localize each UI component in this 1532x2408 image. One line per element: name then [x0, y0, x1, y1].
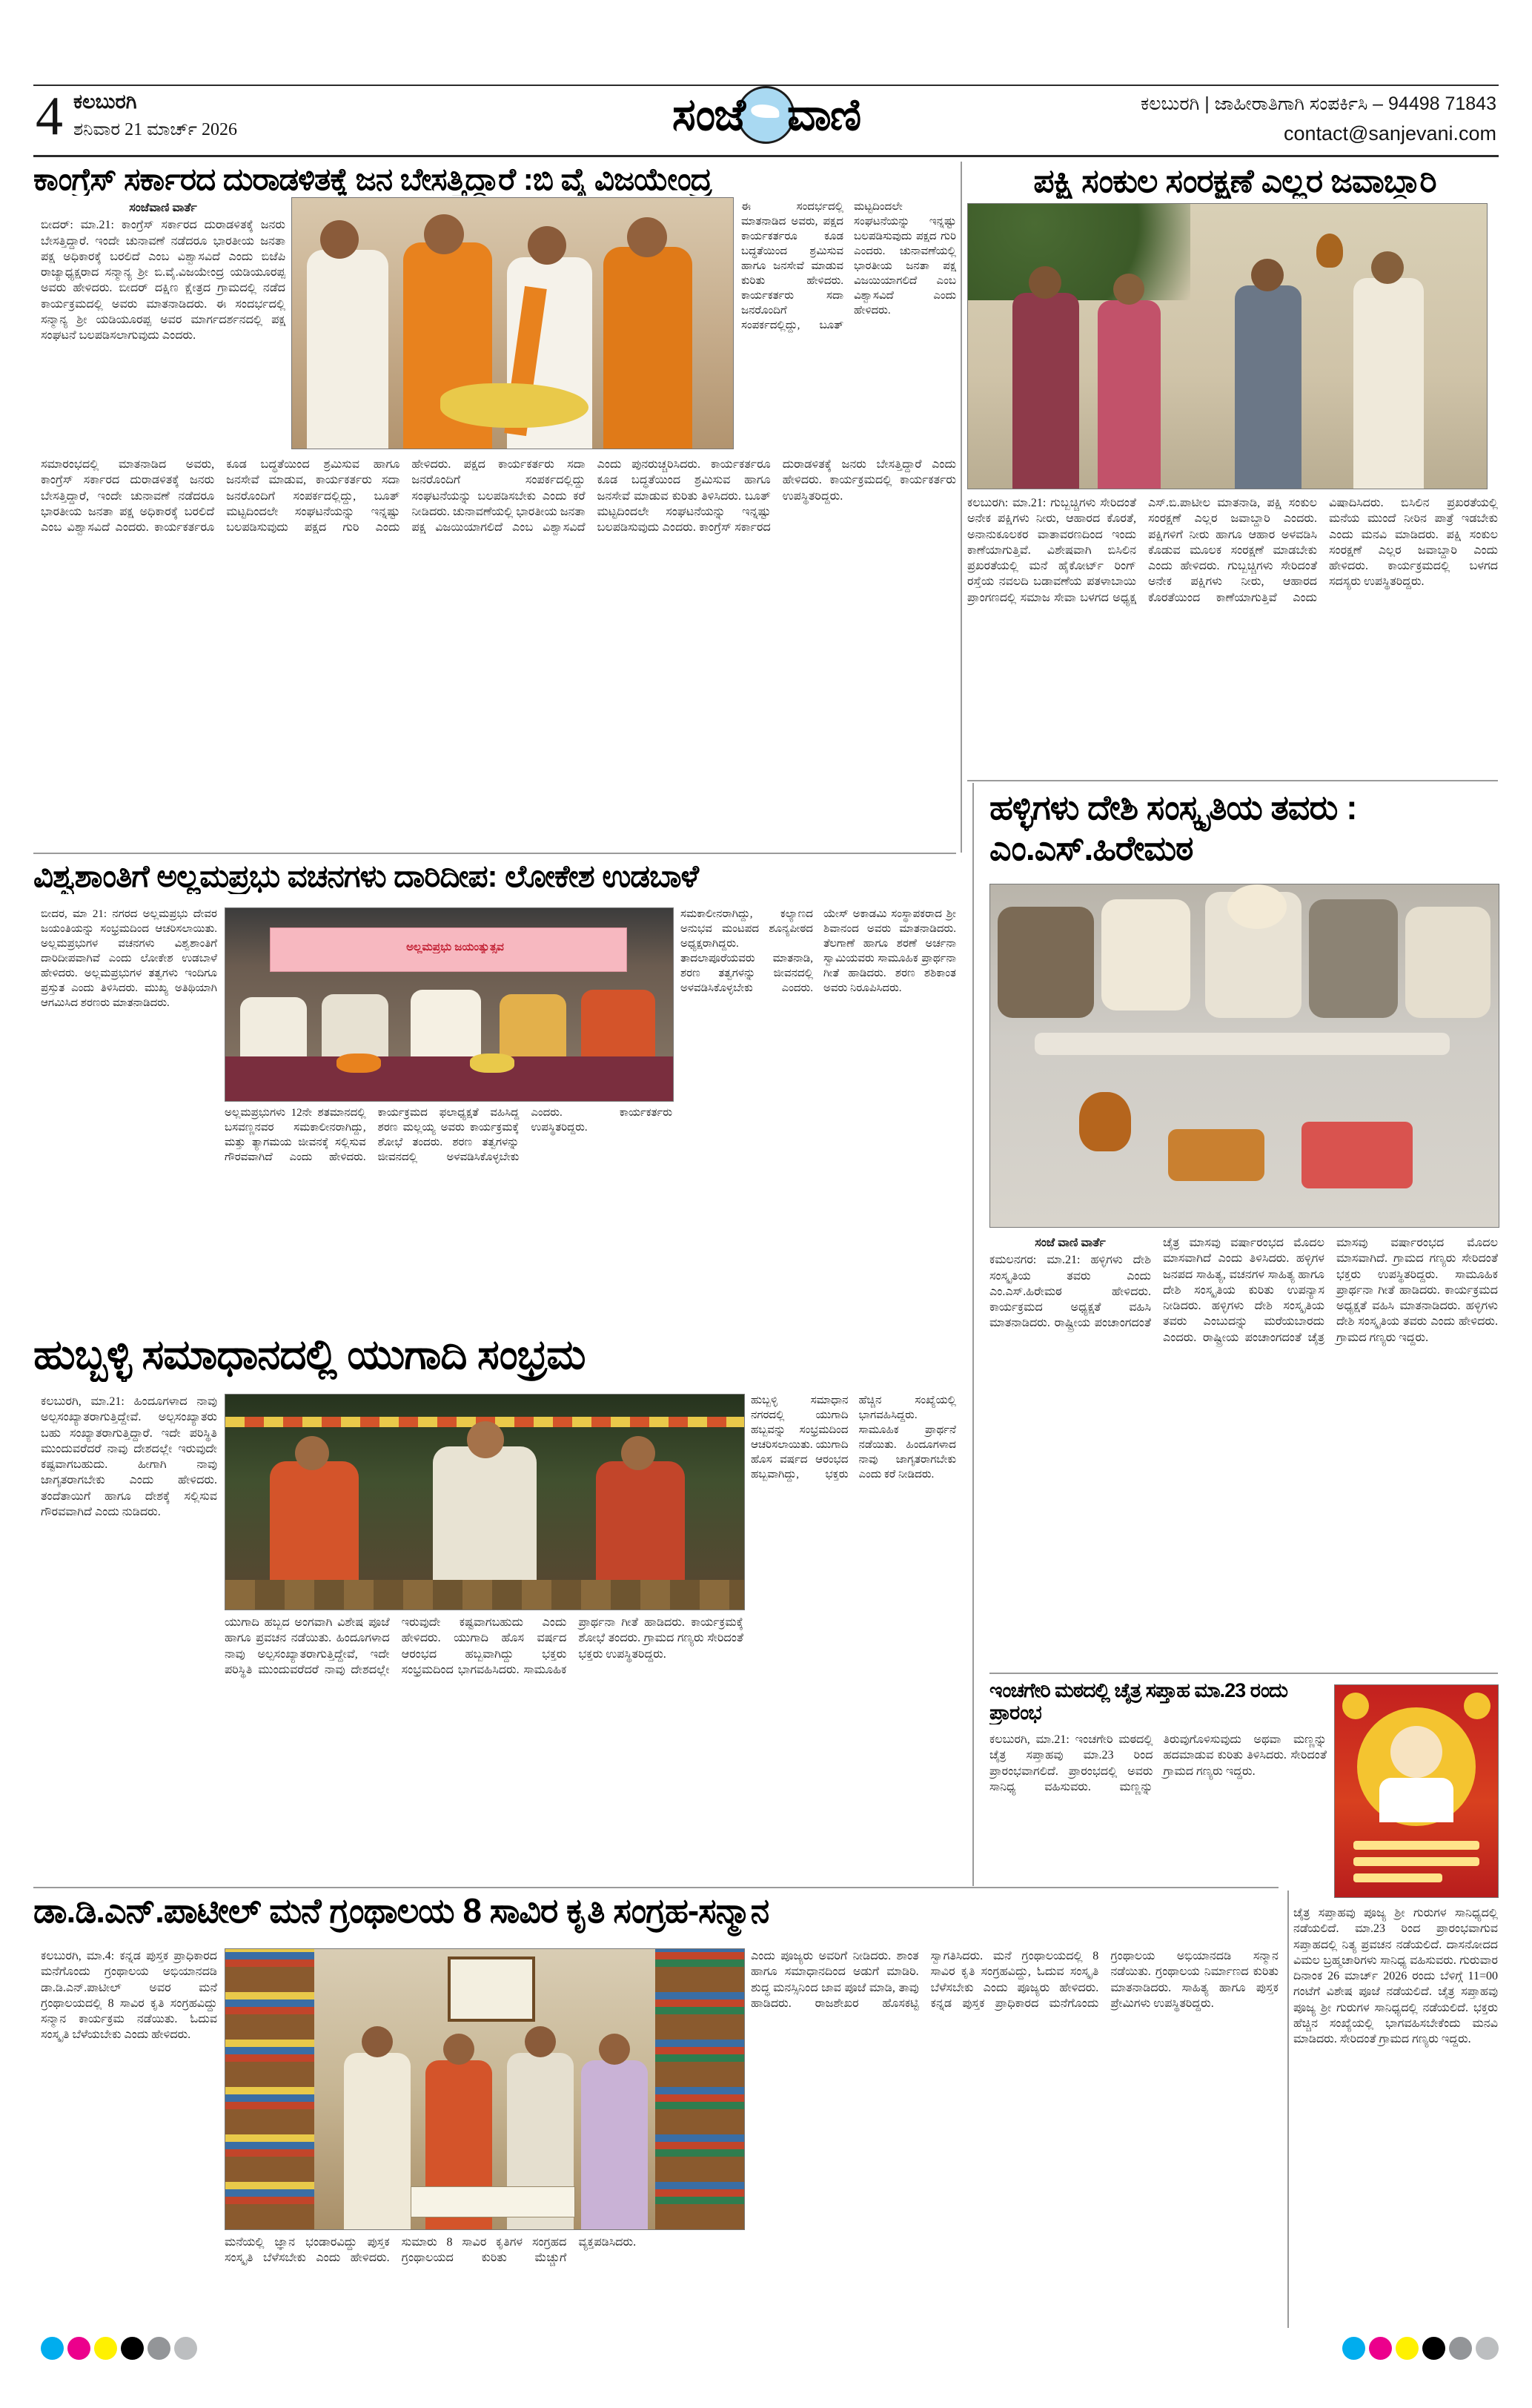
article-library-col-left: ಕಲಬುರಗಿ, ಮಾ.4: ಕನ್ನಡ ಪುಸ್ತಕ ಪ್ರಾಧಿಕಾರದ ಮನೆಗೊಂದು ಗ್ರಂಥಾಲಯ ಅಭಿಯಾನದಡಿ ಡಾ.ಡಿ.ಎನ್.ಪಾಟೀಲ್ ಅವರ ಮನೆ ಗ್ರಂಥಾಲಯದಲ್ಲಿ 8 ಸಾವಿರ ಕೃತಿ ಸಂಗ್ರಹವಿದ್ದು ಸನ್ಮಾನ ಕಾರ್ಯಕ್ರಮ ನಡೆಯಿತು. ಓದುವ ಸಂಸ್ಕೃತಿ ಬೆಳೆಯಬೇಕು ಎಂದು ಹೇಳಿದರು.	[41, 1950, 217, 2042]
photo-face	[1251, 259, 1284, 291]
article-library-below: ಮನೆಯಲ್ಲಿ ಜ್ಞಾನ ಭಂಡಾರವಿದ್ದು ಪುಸ್ತಕ ಸಂಸ್ಕೃತಿ ಬೆಳೆಸಬೇಕು ಎಂದು ಹೇಳಿದರು. ಸುಮಾರು 8 ಸಾವಿರ ಕೃತಿಗಳ ಸಂಗ್ರಹದ ಗ್ರಂಥಾಲಯದ ಕುರಿತು ಮೆಚ್ಚುಗೆ ವ್ಯಕ್ತಪಡಿಸಿದರು.	[225, 2236, 637, 2265]
article-yugadi-col-right: ಹುಬ್ಬಳ್ಳಿ ಸಮಾಧಾನ ನಗರದಲ್ಲಿ ಯುಗಾದಿ ಹಬ್ಬವನ್ನು ಸಂಭ್ರಮದಿಂದ ಆಚರಿಸಲಾಯಿತು. ಯುಗಾದಿ ಹೊಸ ವರ್ಷದ ಆರಂಭದ ಹಬ್ಬವಾಗಿದ್ದು, ಭಕ್ತರು ಹೆಚ್ಚಿನ ಸಂಖ್ಯೆಯಲ್ಲಿ ಭಾಗವಹಿಸಿದ್ದರು. ಸಾಮೂಹಿಕ ಪ್ರಾರ್ಥನೆ ನಡೆಯಿತು. ಹಿಂದೂಗಳಾದ ನಾವು ಜಾಗೃತರಾಗಬೇಕು ಎಂದು ಕರೆ ನೀಡಿದರು.	[751, 1395, 956, 1481]
header-bottom-rule	[33, 155, 1499, 157]
photo-garland	[336, 1054, 381, 1073]
headline-birds: ಪಕ್ಷಿ ಸಂಕುಲ ಸಂರಕ್ಷಣೆ ಎಲ್ಲರ ಜವಾಬ್ದಾರಿ	[1033, 165, 1436, 199]
photo-face	[424, 214, 464, 254]
poster-text-line	[1353, 1857, 1479, 1866]
byline-culture: ಸಂಜೆ ವಾಣಿ ವಾರ್ತೆ	[1035, 1237, 1106, 1249]
photo-figure	[1309, 899, 1398, 1018]
headline-chaitra: ಇಂಚಗೇರಿ ಮಠದಲ್ಲಿ ಚೈತ್ರ ಸಪ್ತಾಹ ಮಾ.23 ರಂದು ಪ್ರಾರಂಭ	[989, 1680, 1287, 1724]
photo-bookshelf	[655, 1949, 744, 2229]
registration-dot	[1422, 2337, 1445, 2360]
headline-yugadi: ಹುಬ್ಬಳ್ಳಿ ಸಮಾಧಾನದಲ್ಲಿ ಯುಗಾದಿ ಸಂಭ್ರಮ	[33, 1333, 586, 1377]
photo-puja-items	[1168, 1129, 1264, 1181]
photo-figure	[1012, 293, 1079, 489]
masthead-bird-icon	[737, 86, 795, 144]
photo-seer-figure	[433, 1446, 537, 1580]
article-culture-body-text: ಕಮಲನಗರ: ಮಾ.21: ಹಳ್ಳಿಗಳು ದೇಶಿ ಸಂಸ್ಕೃತಿಯ ತವರು ಎಂದು ಎಂ.ಎಸ್.ಹಿರೇಮಠ ಹೇಳಿದರು. ಕಾರ್ಯಕ್ರಮದ ಅಧ್ಯಕ್ಷತೆ ವಹಿಸಿ ಮಾತನಾಡಿದರು. ರಾಷ್ಟ್ರೀಯ ಪಂಚಾಂಗದಂತೆ ಚೈತ್ರ ಮಾಸವು ವರ್ಷಾರಂಭದ ಮೊದಲ ಮಾಸವಾಗಿದೆ ಎಂದು ತಿಳಿಸಿದರು. ಹಳ್ಳಿಗಳ ಜನಪದ ಸಾಹಿತ್ಯ, ವಚನಗಳ ಸಾಹಿತ್ಯ ಹಾಗೂ ದೇಶಿ ಸಂಸ್ಕೃತಿಯ ಕುರಿತು ಉಪನ್ಯಾಸ ನೀಡಿದರು. ಹಳ್ಳಿಗಳು ದೇಶಿ ಸಂಸ್ಕೃತಿಯ ತವರು ಎಂಬುದನ್ನು ಮರೆಯಬಾರದು ಎಂದರು. ರಾಷ್ಟ್ರೀಯ ಪಂಚಾಂಗದಂತೆ ಚೈತ್ರ ಮಾಸವು ವರ್ಷಾರಂಭದ ಮೊದಲ ಮಾಸವಾಗಿದೆ. ಗ್ರಾಮದ ಗಣ್ಯರು ಸೇರಿದಂತೆ ಭಕ್ತರು ಉಪಸ್ಥಿತರಿದ್ದರು. ಸಾಮೂಹಿಕ ಪ್ರಾರ್ಥನಾ ಗೀತೆ ಹಾಡಿದರು. ಕಾರ್ಯಕ್ರಮದ ಅಧ್ಯಕ್ಷತೆ ವಹಿಸಿ ಮಾತನಾಡಿದರು. ಹಳ್ಳಿಗಳು ದೇಶಿ ಸಂಸ್ಕೃತಿಯ ತವರು ಎಂದು ಹೇಳಿದರು. ಗ್ರಾಮದ ಗಣ್ಯರು ಇದ್ದರು.	[989, 1237, 1498, 1344]
photo-water-pot	[1316, 234, 1343, 268]
photo-bookshelf	[225, 1949, 314, 2229]
section-divider	[33, 853, 956, 854]
photo-foliage	[968, 204, 1190, 300]
section-divider	[967, 780, 1498, 781]
photo-face	[627, 217, 667, 257]
photo-garland	[470, 1054, 514, 1073]
photo-face	[525, 2026, 556, 2057]
photo-face	[443, 2034, 474, 2065]
photo-panchanga-books	[1301, 1122, 1413, 1188]
ad-contact-line	[1141, 93, 1496, 115]
column-divider	[961, 162, 962, 853]
headline-bjp: ಕಾಂಗ್ರೆಸ್ ಸರ್ಕಾರದ ದುರಾಡಳಿತಕ್ಕೆ ಜನ ಬೇಸತ್ತಿದ್ದಾರೆ :ಬಿ ವೈ ವಿಜಯೇಂದ್ರ	[33, 163, 712, 196]
photo-floor-cloth	[1035, 1033, 1450, 1055]
header-right-block	[1141, 93, 1496, 145]
photo-stage-railing	[225, 1580, 744, 1610]
section-divider	[989, 1673, 1498, 1674]
column-divider	[1287, 1891, 1289, 2328]
registration-dot	[1476, 2337, 1499, 2360]
photo-sadhu-figure	[270, 1461, 359, 1580]
poster-corner-deity	[1464, 1693, 1490, 1719]
registration-dots-left	[41, 2337, 197, 2360]
article-allama-col-right: ಸಮಕಾಲೀನರಾಗಿದ್ದು, ಕಲ್ಯಾಣದ ಅನುಭವ ಮಂಟಪದ ಶೂನ್ಯಪೀಠದ ಅಧ್ಯಕ್ಷರಾಗಿದ್ದರು. ತಾದಲಾಪೂರೆಯವರು ಮಾತನಾಡಿ, ಶರಣ ತತ್ವಗಳನ್ನು ಜೀವನದಲ್ಲಿ ಅಳವಡಿಸಿಕೊಳ್ಳಬೇಕು ಎಂದರು. ಯೇಸ್ ಅಕಾಡಮಿ ಸಂಸ್ಥಾಪಕರಾದ ಶ್ರೀ ಶಿವಾನಂದ ಅವರು ಮಾತನಾಡಿದರು. ತೆಲಗಾಣೆ ಹಾಗೂ ಶರಣೆ ಅರ್ಚನಾ ಸ್ವಾಮಿಯವರು ಸಾಮೂಹಿಕ ಪ್ರಾರ್ಥನಾ ಗೀತೆ ಹಾಡಿದರು. ಶರಣ ಶಶಿಕಾಂತ ಅವರು ನಿರೂಪಿಸಿದರು.	[680, 908, 956, 994]
registration-dot	[121, 2337, 144, 2360]
photo-garlanded-portrait	[448, 1956, 535, 2022]
photo-figure	[581, 2060, 648, 2229]
photo-face	[467, 1421, 504, 1458]
article-allama-col-left: ಬೀದರ, ಮಾ 21: ನಗರದ ಅಲ್ಲಮಪ್ರಭು ದೇವರ ಜಯಂತಿಯನ್ನು ಸಂಭ್ರಮದಿಂದ ಆಚರಿಸಲಾಯಿತು. ಅಲ್ಲಮಪ್ರಭುಗಳ ವಚನಗಳು ವಿಶ್ವಶಾಂತಿಗೆ ದಾರಿದೀಪವಾಗಿವೆ ಎಂದು ಲೋಕೇಶ ಉಡಬಾಳೆ ಹೇಳಿದರು. ಅಲ್ಲಮಪ್ರಭುಗಳ ತತ್ವಗಳು ಇಂದಿಗೂ ಪ್ರಸ್ತುತ ಎಂದು ತಿಳಿಸಿದರು. ಮುಖ್ಯ ಅತಿಥಿಯಾಗಿ ಆಗಮಿಸಿದ ಶರಣರು ಮಾತನಾಡಿದರು.	[41, 908, 217, 1009]
masthead-left-text: ಸಂಜೆ	[672, 90, 744, 139]
photo-face	[1029, 266, 1061, 299]
poster-text-line	[1353, 1873, 1442, 1882]
photo-face	[621, 1436, 655, 1470]
photo-banner-text: ಅಲ್ಲಮಪ್ರಭು ಜಯಂತ್ಯುತ್ಸವ	[406, 941, 504, 953]
registration-dot	[1369, 2337, 1392, 2360]
headline-culture: ಹಳ್ಳಿಗಳು ದೇಶಿ ಸಂಸ್ಕೃತಿಯ ತವರು : ಎಂ.ಎಸ್.ಹಿರೇಮಠ	[989, 788, 1357, 868]
photo-figure	[307, 250, 388, 449]
photo-face	[528, 226, 566, 265]
article-bjp-col-left	[41, 200, 285, 449]
article-yugadi-below: ಯುಗಾದಿ ಹಬ್ಬದ ಅಂಗವಾಗಿ ವಿಶೇಷ ಪೂಜೆ ಹಾಗೂ ಪ್ರವಚನ ನಡೆಯಿತು. ಹಿಂದೂಗಳಾದ ನಾವು ಅಲ್ಪಸಂಖ್ಯಾತರಾಗುತ್ತಿದ್ದೇವೆ, ಇದೇ ಪರಿಸ್ಥಿತಿ ಮುಂದುವರೆದರೆ ನಾವು ದೇಶದಲ್ಲೇ ಇರುವುದೇ ಕಷ್ಟವಾಗಬಹುದು ಎಂದು ಹೇಳಿದರು. ಯುಗಾದಿ ಹೊಸ ವರ್ಷದ ಆರಂಭದ ಹಬ್ಬವಾಗಿದ್ದು ಭಕ್ತರು ಸಂಭ್ರಮದಿಂದ ಭಾಗವಹಿಸಿದರು. ಸಾಮೂಹಿಕ ಪ್ರಾರ್ಥನಾ ಗೀತೆ ಹಾಡಿದರು. ಕಾರ್ಯಕ್ರಮಕ್ಕೆ ಶೋಭೆ ತಂದರು. ಗ್ರಾಮದ ಗಣ್ಯರು ಸೇರಿದಂತೆ ಭಕ್ತರು ಉಪಸ್ಥಿತರಿದ್ದರು.	[225, 1616, 743, 1676]
registration-dot	[1449, 2337, 1472, 2360]
contact-city: ಕಲಬುರಗಿ	[1141, 93, 1200, 114]
article-culture-body	[989, 1235, 1498, 1668]
photo-face	[362, 2026, 393, 2057]
ad-contact-text: | ಜಾಹೀರಾತಿಗಾಗಿ ಸಂಪರ್ಕಿಸಿ – 94498 71843	[1204, 93, 1496, 114]
edition-block	[73, 90, 237, 140]
page-number: 4	[36, 86, 63, 147]
photo-library-event	[225, 1948, 745, 2230]
photo-figure	[1405, 907, 1490, 1018]
photo-figure	[998, 907, 1094, 1018]
edition-date: ಶನಿವಾರ 21 ಮಾರ್ಚ್ 2026	[73, 120, 237, 139]
photo-face	[599, 2034, 630, 2065]
registration-dot	[94, 2337, 117, 2360]
registration-dots-right	[1342, 2337, 1499, 2360]
photo-face	[1371, 251, 1404, 284]
photo-face	[1113, 274, 1144, 305]
article-bjp-col-left-text: ಬೀದರ್: ಮಾ.21: ಕಾಂಗ್ರೆಸ್ ಸರ್ಕಾರದ ದುರಾಡಳಿತಕ್ಕೆ ಜನರು ಬೇಸತ್ತಿದ್ದಾರೆ. ಇಂದೇ ಚುನಾವಣೆ ನಡೆದರೂ ಭಾರತೀಯ ಜನತಾ ಪಕ್ಷ ಅಧಿಕಾರಕ್ಕೆ ಬರಲಿದೆ ಎಂಬ ವಿಶ್ವಾಸವಿದೆ ಎಂದು ಬಿಜೆಪಿ ರಾಜ್ಯಾಧ್ಯಕ್ಷರಾದ ಸನ್ಮಾನ್ಯ ಶ್ರೀ ಬಿ.ವೈ.ವಿಜಯೇಂದ್ರ ಯಡಿಯೂರಪ್ಪ ಅವರು ಹೇಳಿದರು. ಬೀದರ್ ದಕ್ಷಿಣ ಕ್ಷೇತ್ರದ ಗ್ರಾಮದಲ್ಲಿ ನಡೆದ ಕಾರ್ಯಕ್ರಮದಲ್ಲಿ ಅವರು ಮಾತನಾಡಿದರು. ಈ ಸಂದರ್ಭದಲ್ಲಿ ಸನ್ಮಾನ್ಯ ಶ್ರೀ ಯಡಿಯೂರಪ್ಪ ಅವರ ಮಾರ್ಗದರ್ಶನದಲ್ಲಿ ಪಕ್ಷ ಸಂಘಟನೆ ಬಲಪಡಿಸಲಾಗುವುದು ಎಂದರು.	[41, 219, 285, 343]
poster-text-line	[1353, 1841, 1479, 1850]
poster-guru-face	[1390, 1726, 1442, 1778]
article-allama-below: ಅಲ್ಲಮಪ್ರಭುಗಳು 12ನೇ ಶತಮಾನದಲ್ಲಿ ಬಸವಣ್ಣನವರ ಸಮಕಾಲೀನರಾಗಿದ್ದು, ಮತ್ತು ತ್ಯಾಗಮಯ ಜೀವನಕ್ಕೆ ಸಲ್ಲಿಸುವ ಗೌರವವಾಗಿದೆ ಎಂದು ಹೇಳಿದರು. ಕಾರ್ಯಕ್ರಮದ ಫಲಾಧ್ಯಕ್ಷತೆ ವಹಿಸಿದ್ದ ಶರಣ ಮಲ್ಲಯ್ಯ ಅವರು ಕಾರ್ಯಕ್ರಮಕ್ಕೆ ಶೋಭೆ ತಂದರು. ಶರಣ ತತ್ವಗಳನ್ನು ಜೀವನದಲ್ಲಿ ಅಳವಡಿಸಿಕೊಳ್ಳಬೇಕು ಎಂದರು. ಕಾರ್ಯಕರ್ತರು ಉಪಸ್ಥಿತರಿದ್ದರು.	[225, 1107, 672, 1163]
photo-figure	[1101, 899, 1190, 1010]
photo-figure	[1098, 300, 1161, 489]
headline-allama: ವಿಶ್ವಶಾಂತಿಗೆ ಅಲ್ಲಮಪ್ರಭು ವಚನಗಳು ದಾರಿದೀಪ: ಲೋಕೇಶ ಉಡಬಾಳೆ	[33, 860, 699, 893]
registration-dot	[147, 2337, 170, 2360]
registration-dot	[41, 2337, 64, 2360]
photo-figure	[1353, 278, 1424, 489]
photo-birds-event	[967, 203, 1488, 489]
header-left-block	[36, 86, 237, 147]
photo-face	[320, 220, 359, 259]
photo-figure	[344, 2053, 411, 2229]
photo-citation-scroll	[411, 2186, 575, 2217]
registration-dot	[1396, 2337, 1419, 2360]
photo-face	[295, 1436, 329, 1470]
article-chaitra-body2: ಚೈತ್ರ ಸಪ್ತಾಹವು ಪೂಜ್ಯ ಶ್ರೀ ಗುರುಗಳ ಸಾನಿಧ್ಯದಲ್ಲಿ ನಡೆಯಲಿದೆ. ಮಾ.23 ರಿಂದ ಪ್ರಾರಂಭವಾಗುವ ಸಪ್ತಾಹದಲ್ಲಿ ನಿತ್ಯ ಪ್ರವಚನ ನಡೆಯಲಿದೆ. ದಾಸನೋದದ ವಿಮಲ ಬ್ರಹ್ಮಚಾರಿಗಳು ಸಾನಿಧ್ಯ ವಹಿಸುವರು. ಗುರುವಾರ ದಿನಾಂಕ 26 ಮಾರ್ಚ್ 2026 ರಂದು ಬೆಳಿಗ್ಗೆ 11=00 ಗಂಟೆಗೆ ವಿಶೇಷ ಪೂಜೆ ನಡೆಯಲಿದೆ. ಚೈತ್ರ ಸಪ್ತಾಹವು ಪೂಜ್ಯ ಶ್ರೀ ಗುರುಗಳ ಸಾನಿಧ್ಯದಲ್ಲಿ ನಡೆಯಲಿದೆ. ಭಕ್ತರು ಹೆಚ್ಚಿನ ಸಂಖ್ಯೆಯಲ್ಲಿ ಭಾಗವಹಿಸಬೇಕೆಂದು ಮನವಿ ಮಾಡಿದರು. ಸೇರಿದಂತೆ ಗ್ರಾಮದ ಗಣ್ಯರು ಇದ್ದರು.	[1293, 1907, 1498, 2046]
article-bjp-col-right: ಈ ಸಂದರ್ಭದಲ್ಲಿ ಮಾತನಾಡಿದ ಅವರು, ಪಕ್ಷದ ಕಾರ್ಯಕರ್ತರೂ ಕೂಡ ಬದ್ಧತೆಯಿಂದ ಶ್ರಮಿಸುವ ಹಾಗೂ ಜನಸೇವೆ ಮಾಡುವ ಕುರಿತು ಹೇಳಿದರು. ಕಾರ್ಯಕರ್ತರು ಸದಾ ಜನರೊಂದಿಗೆ ಸಂಪರ್ಕದಲ್ಲಿದ್ದು, ಬೂತ್ ಮಟ್ಟದಿಂದಲೇ ಸಂಘಟನೆಯನ್ನು ಇನ್ನಷ್ಟು ಬಲಪಡಿಸುವುದು ಪಕ್ಷದ ಗುರಿ ಎಂದರು. ಚುನಾವಣೆಯಲ್ಲಿ ಭಾರತೀಯ ಜನತಾ ಪಕ್ಷ ವಿಜಯಿಯಾಗಲಿದೆ ಎಂಬ ವಿಶ್ವಾಸವಿದೆ ಎಂದು ಹೇಳಿದರು.	[741, 201, 956, 331]
photo-sadhu-figure	[596, 1461, 685, 1580]
poster-guru-robe	[1379, 1778, 1453, 1822]
photo-figure	[603, 247, 692, 449]
article-chaitra-body1: ಕಲಬುರಗಿ, ಮಾ.21: ಇಂಚಗೇರಿ ಮಠದಲ್ಲಿ ಚೈತ್ರ ಸಪ್ತಾಹವು ಮಾ.23 ರಿಂದ ಪ್ರಾರಂಭವಾಗಲಿದೆ. ಪ್ರಾರಂಭದಲ್ಲಿ ಅವರು ಸಾನಿಧ್ಯ ವಹಿಸುವರು. ಮಣ್ಣನ್ನು ತಿರುವುಗೊಳಿಸುವುದು ಅಥವಾ ಮಣ್ಣನ್ನು ಹದಮಾಡುವ ಕುರಿತು ತಿಳಿಸಿದರು. ಸೇರಿದಂತೆ ಗ್ರಾಮದ ಗಣ್ಯರು ಇದ್ದರು.	[989, 1733, 1327, 1793]
photo-table-cloth	[225, 1056, 673, 1101]
article-bjp-below: ಸಮಾರಂಭದಲ್ಲಿ ಮಾತನಾಡಿದ ಅವರು, ಕಾಂಗ್ರೆಸ್ ಸರ್ಕಾರದ ದುರಾಡಳಿತಕ್ಕೆ ಜನರು ಬೇಸತ್ತಿದ್ದಾರೆ, ಇಂದೇ ಚುನಾವಣೆ ನಡೆದರೂ ಭಾರತೀಯ ಜನತಾ ಪಕ್ಷ ಅಧಿಕಾರಕ್ಕೆ ಬರಲಿದೆ ಎಂಬ ವಿಶ್ವಾಸವಿದೆ ಎಂದರು. ಕಾರ್ಯಕರ್ತರೂ ಕೂಡ ಬದ್ಧತೆಯಿಂದ ಶ್ರಮಿಸುವ ಹಾಗೂ ಜನಸೇವೆ ಮಾಡುವ, ಕಾರ್ಯಕರ್ತರು ಸದಾ ಜನರೊಂದಿಗೆ ಸಂಪರ್ಕದಲ್ಲಿದ್ದು, ಬೂತ್ ಮಟ್ಟದಿಂದಲೇ ಸಂಘಟನೆಯನ್ನು ಇನ್ನಷ್ಟು ಬಲಪಡಿಸುವುದು ಪಕ್ಷದ ಗುರಿ ಎಂದು ಹೇಳಿದರು. ಪಕ್ಷದ ಕಾರ್ಯಕರ್ತರು ಸದಾ ಜನರೊಂದಿಗೆ ಸಂಪರ್ಕದಲ್ಲಿದ್ದು ಸಂಘಟನೆಯನ್ನು ಬಲಪಡಿಸಬೇಕು ಎಂದು ಕರೆ ನೀಡಿದರು. ಚುನಾವಣೆಯಲ್ಲಿ ಭಾರತೀಯ ಜನತಾ ಪಕ್ಷ ವಿಜಯಿಯಾಗಲಿದೆ ಎಂಬ ವಿಶ್ವಾಸವಿದೆ ಎಂದು ಪುನರುಚ್ಚರಿಸಿದರು. ಕಾರ್ಯಕರ್ತರೂ ಕೂಡ ಬದ್ಧತೆಯಿಂದ ಶ್ರಮಿಸುವ ಹಾಗೂ ಜನಸೇವೆ ಮಾಡುವ ಕುರಿತು ತಿಳಿಸಿದರು. ಬೂತ್ ಮಟ್ಟದಿಂದಲೇ ಸಂಘಟನೆಯನ್ನು ಇನ್ನಷ್ಟು ಬಲಪಡಿಸುವುದು ಎಂದರು. ಕಾಂಗ್ರೆಸ್ ಸರ್ಕಾರದ ದುರಾಡಳಿತಕ್ಕೆ ಜನರು ಬೇಸತ್ತಿದ್ದಾರೆ ಎಂದು ಹೇಳಿದರು. ಕಾರ್ಯಕ್ರಮದಲ್ಲಿ ಕಾರ್ಯಕರ್ತರು ಉಪಸ್ಥಿತರಿದ್ದರು.	[41, 458, 956, 535]
photo-allama-event	[225, 907, 674, 1102]
registration-dot	[67, 2337, 90, 2360]
photo-culture-event	[989, 884, 1499, 1228]
photo-bjp-event	[291, 197, 734, 449]
registration-dot	[174, 2337, 197, 2360]
photo-figure	[1235, 285, 1301, 489]
contact-email: contact@sanjevani.com	[1283, 122, 1496, 145]
section-divider	[33, 1887, 1279, 1888]
photo-head-cloth	[1227, 884, 1287, 929]
column-divider	[972, 783, 974, 1886]
masthead-right-text: ವಾಣಿ	[786, 90, 860, 139]
article-birds-body: ಕಲಬುರಗಿ: ಮಾ.21: ಗುಬ್ಬಚ್ಚಿಗಳು ಸೇರಿದಂತೆ ಅನೇಕ ಪಕ್ಷಿಗಳು ನೀರು, ಆಹಾರದ ಕೊರತೆ, ಅನಾನುಕೂಲಕರ ವಾತಾವರಣದಿಂದ ಇಂದು ಕಾಣೆಯಾಗುತ್ತಿವೆ. ವಿಶೇಷವಾಗಿ ಬಿಸಿಲಿನ ಪ್ರಖರತೆಯಲ್ಲಿ ಮನೆ ಹೈಕೋರ್ಟ್ ರಿಂಗ್ ರಸ್ತೆಯ ನವಲದಿ ಬಡಾವಣೆಯ ಪತಳಾಬಾಯಿ ಪ್ರಾಂಗಣದಲ್ಲಿ ಸಮಾಜ ಸೇವಾ ಬಳಗದ ಅಧ್ಯಕ್ಷ ಎಸ್.ಬಿ.ಪಾಟೀಲ ಮಾತನಾಡಿ, ಪಕ್ಷಿ ಸಂಕುಲ ಸಂರಕ್ಷಣೆ ಎಲ್ಲರ ಜವಾಬ್ದಾರಿ ಎಂದರು. ಪಕ್ಷಿಗಳಿಗೆ ನೀರು ಹಾಗೂ ಆಹಾರ ಅಳವಡಿಸಿ ಕೊಡುವ ಮೂಲಕ ಸಂರಕ್ಷಣೆ ಮಾಡಬೇಕು ಎಂದು ಹೇಳಿದರು. ಗುಬ್ಬಚ್ಚಿಗಳು ಸೇರಿದಂತೆ ಅನೇಕ ಪಕ್ಷಿಗಳು ನೀರು, ಆಹಾರದ ಕೊರತೆಯಿಂದ ಕಾಣೆಯಾಗುತ್ತಿವೆ ಎಂದು ವಿಷಾದಿಸಿದರು. ಬಿಸಿಲಿನ ಪ್ರಖರತೆಯಲ್ಲಿ ಮನೆಯ ಮುಂದೆ ನೀರಿನ ಪಾತ್ರೆ ಇಡಬೇಕು ಎಂದು ಮನವಿ ಮಾಡಿದರು. ಪಕ್ಷಿ ಸಂಕುಲ ಸಂರಕ್ಷಣೆ ಎಲ್ಲರ ಜವಾಬ್ದಾರಿ ಎಂದು ಹೇಳಿದರು. ಕಾರ್ಯಕ್ರಮದಲ್ಲಿ ಬಳಗದ ಸದಸ್ಯರು ಉಪಸ್ಥಿತರಿದ್ದರು.	[967, 497, 1498, 604]
registration-dot	[1342, 2337, 1365, 2360]
article-yugadi-col-left: ಕಲಬುರಗಿ, ಮಾ.21: ಹಿಂದೂಗಳಾದ ನಾವು ಅಲ್ಪಸಂಖ್ಯಾತರಾಗುತ್ತಿದ್ದೇವೆ. ಅಲ್ಪಸಂಖ್ಯಾತರು ಬಹು ಸಂಖ್ಯಾತರಾಗುತ್ತಿದ್ದಾರೆ. ಇದೇ ಪರಿಸ್ಥಿತಿ ಮುಂದುವರೆದರೆ ನಾವು ದೇಶದಲ್ಲೇ ಇರುವುದೇ ಕಷ್ಟವಾಗಬಹುದು. ಹೀಗಾಗಿ ನಾವು ಜಾಗೃತರಾಗಬೇಕು ಎಂದು ಹೇಳಿದರು. ತಂದೆತಾಯಿಗೆ ಹಾಗೂ ದೇಶಕ್ಕೆ ಸಲ್ಲಿಸುವ ಗೌರವವಾಗಿದೆ ಎಂದು ನುಡಿದರು.	[41, 1395, 217, 1518]
byline-bjp: ಸಂಜೆವಾಣಿ ವಾರ್ತೆ	[129, 202, 197, 214]
headline-library: ಡಾ.ಡಿ.ಎನ್.ಪಾಟೀಲ್ ಮನೆ ಗ್ರಂಥಾಲಯ 8 ಸಾವಿರ ಕೃತಿ ಸಂಗ್ರಹ-ಸನ್ಮಾನ	[33, 1893, 769, 1930]
article-library-col-right: ಎಂದು ಪೂಜ್ಯರು ಅವರಿಗೆ ನೀಡಿದರು. ಶಾಂತ ಹಾಗೂ ಸಮಾಧಾನದಿಂದ ಅಡುಗೆ ಮಾಡಿರಿ. ಶುದ್ಧ ಮನಸ್ಸಿನಿಂದ ಜಾವ ಪೂಜೆ ಮಾಡಿ, ತಾವು ಹಾಡಿದರು. ರಾಜಶೇಖರ ಹೊಸಕಟ್ಟಿ ಸ್ವಾಗತಿಸಿದರು. ಮನೆ ಗ್ರಂಥಾಲಯದಲ್ಲಿ 8 ಸಾವಿರ ಕೃತಿ ಸಂಗ್ರಹವಿದ್ದು, ಓದುವ ಸಂಸ್ಕೃತಿ ಬೆಳೆಸಬೇಕು ಎಂದು ಪೂಜ್ಯರು ಹೇಳಿದರು. ಕನ್ನಡ ಪುಸ್ತಕ ಪ್ರಾಧಿಕಾರದ ಮನೆಗೊಂದು ಗ್ರಂಥಾಲಯ ಅಭಿಯಾನದಡಿ ಸನ್ಮಾನ ನಡೆಯಿತು. ಗ್ರಂಥಾಲಯ ನಿರ್ಮಾಣದ ಕುರಿತು ಮಾತನಾಡಿದರು. ಸಾಹಿತ್ಯ ಹಾಗೂ ಪುಸ್ತಕ ಪ್ರೇಮಿಗಳು ಉಪಸ್ಥಿತರಿದ್ದರು.	[751, 1950, 1279, 2010]
poster-corner-deity	[1342, 1693, 1369, 1719]
masthead-logo	[672, 86, 860, 144]
edition-city: ಕಲಬುರಗಿ	[73, 90, 137, 113]
photo-yugadi-event	[225, 1394, 745, 1610]
photo-chaitra-poster	[1334, 1684, 1499, 1898]
photo-copper-pot	[1079, 1092, 1131, 1151]
